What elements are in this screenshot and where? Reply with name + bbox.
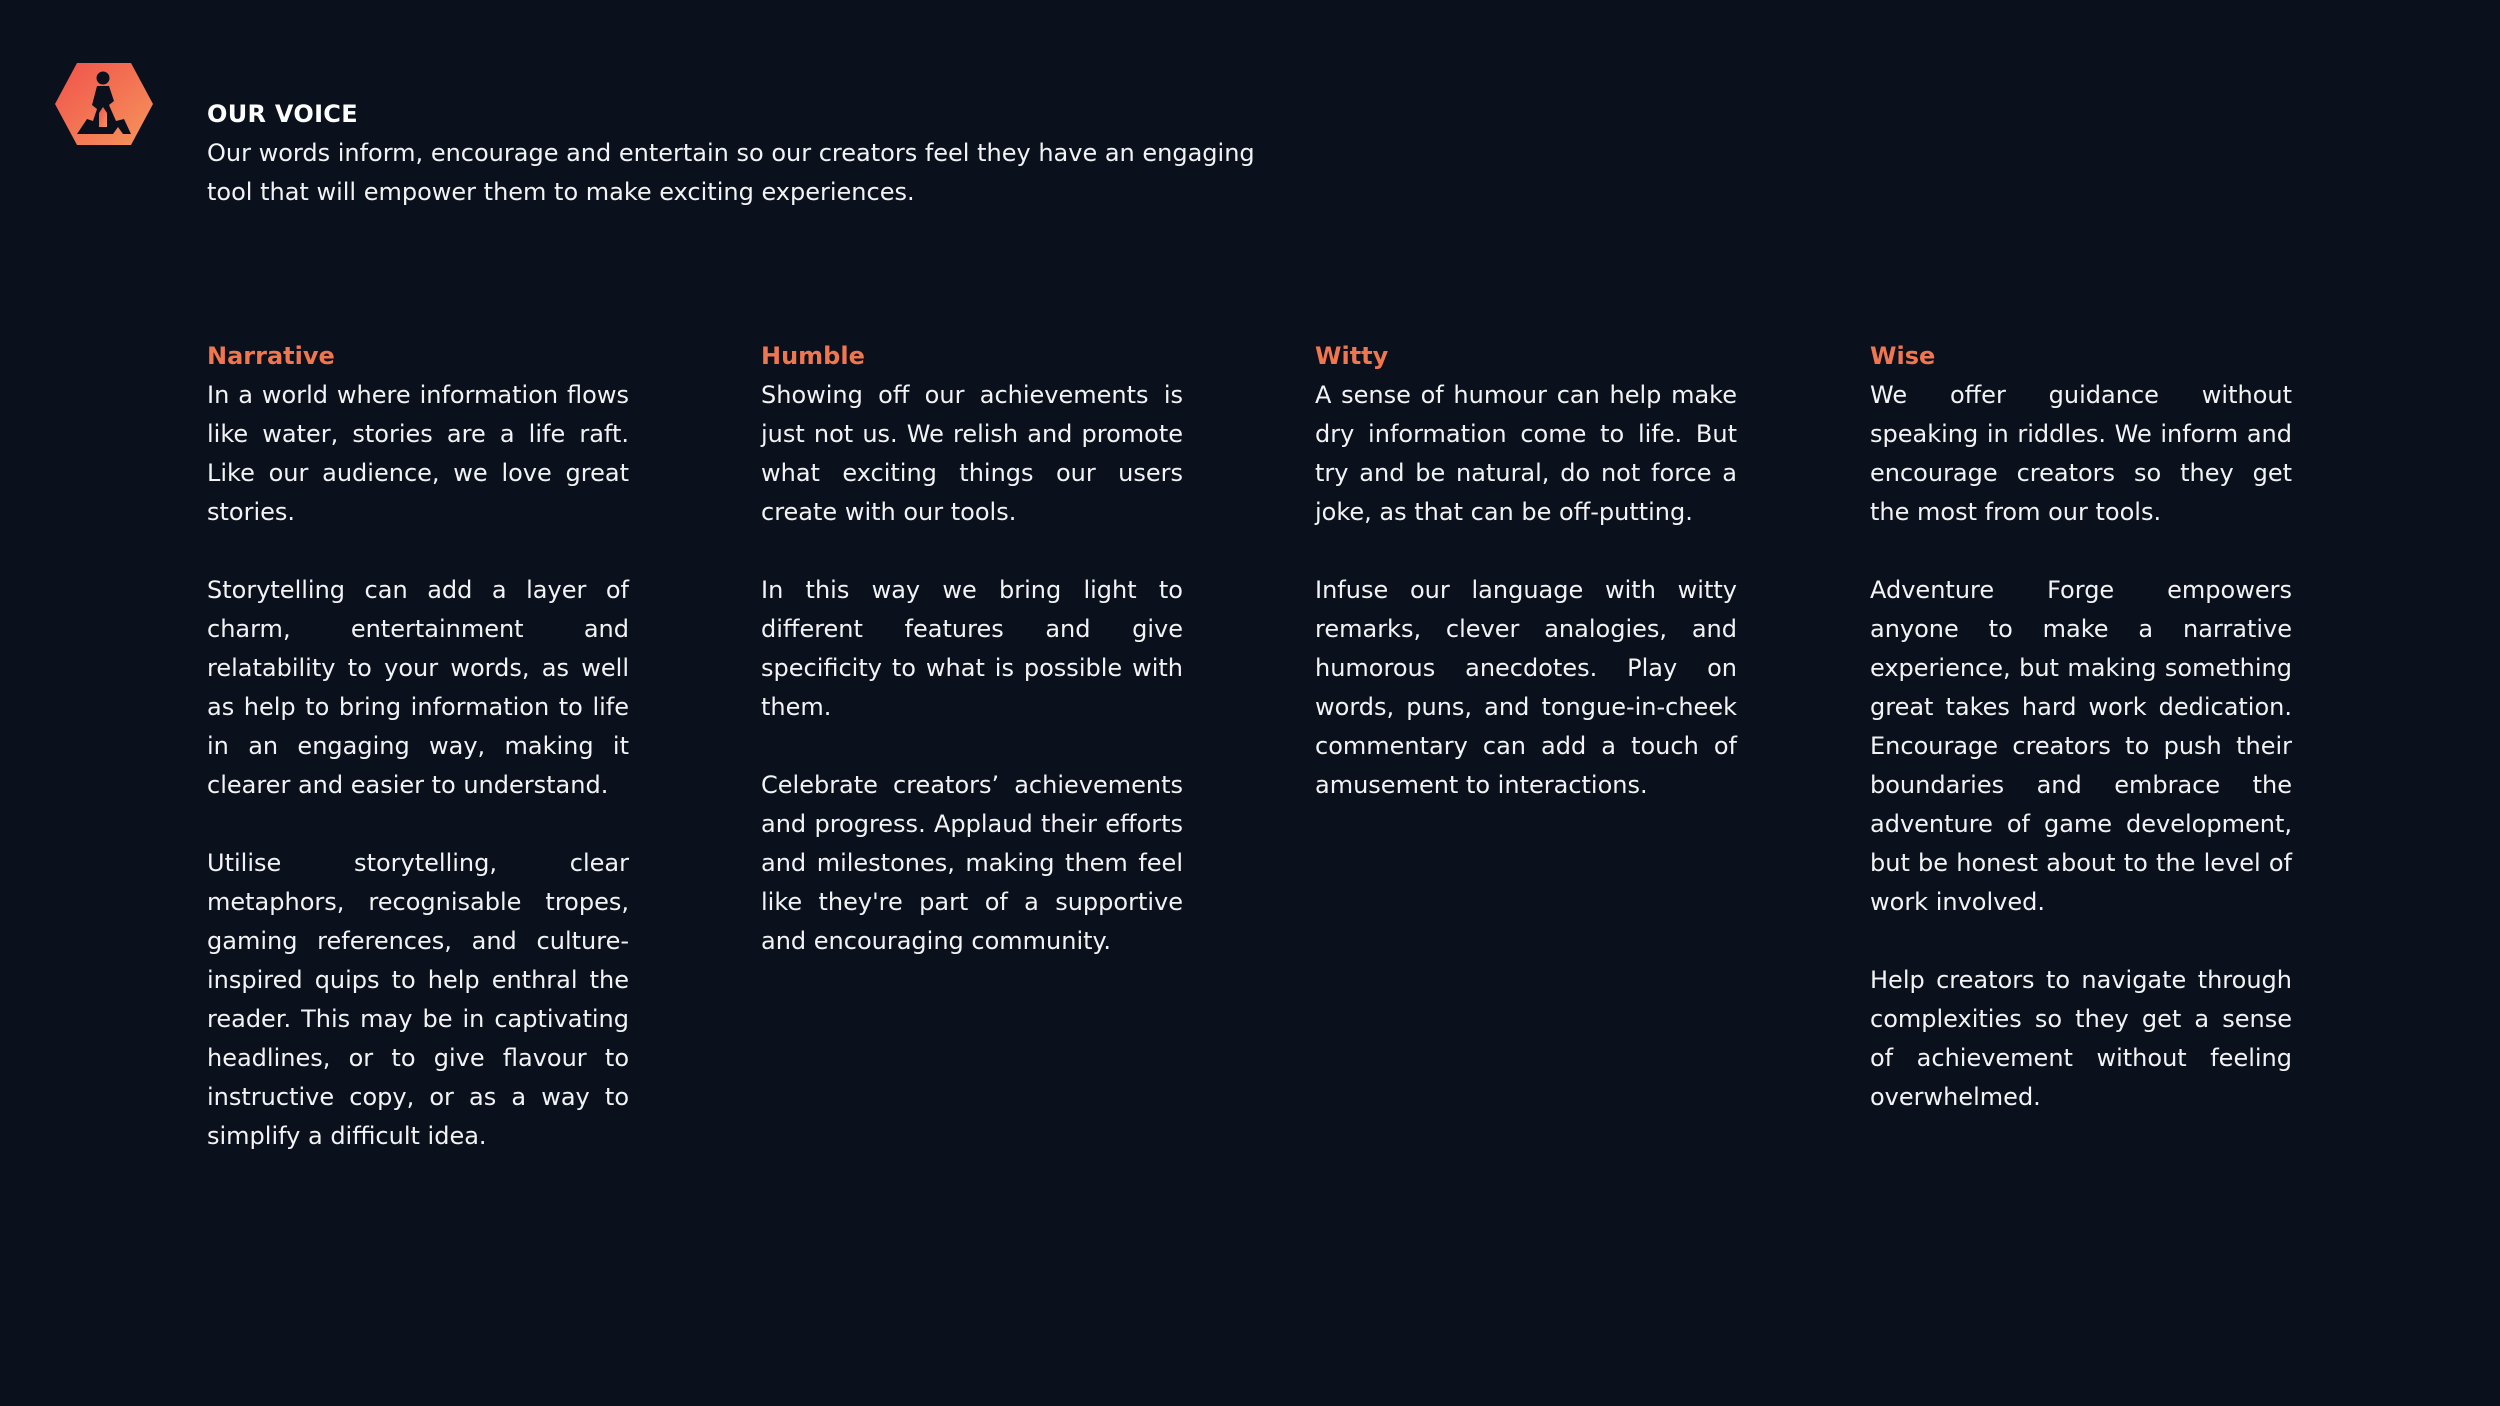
column-paragraph: Infuse our language with witty remarks, clever analogies, and humorous anecdotes. Play on words, puns, and tongue-in-cheek commentary can add a touch of amusement to interactions. (1315, 576, 1737, 799)
section-title: OUR VOICE (207, 100, 358, 128)
voice-column-witty (1315, 338, 1737, 805)
column-heading: Witty (1315, 342, 1389, 370)
column-heading: Wise (1870, 342, 1936, 370)
column-paragraph: Utilise storytelling, clear metaphors, recognisable tropes, gaming references, and culture-inspired quips to help enthral the reader. This may be in captivating headlines, or to give flavour to instructive copy, or as a way to simplify a difficult idea. (207, 849, 629, 1150)
column-paragraph: In a world where information flows like water, stories are a life raft. Like our audience, we love great stories. (207, 381, 629, 526)
column-paragraph: Storytelling can add a layer of charm, entertainment and relatability to your words, as well as help to bring information to life in an engaging way, making it clearer and easier to understand. (207, 576, 629, 799)
brand-logo (53, 61, 155, 147)
column-paragraph: A sense of humour can help make dry information come to life. But try and be natural, do not force a joke, as that can be off-putting. (1315, 381, 1737, 526)
column-heading: Narrative (207, 342, 335, 370)
column-paragraph: Help creators to navigate through complexities so they get a sense of achievement without feeling overwhelmed. (1870, 966, 2292, 1111)
column-heading: Humble (761, 342, 865, 370)
voice-column-humble (761, 338, 1183, 961)
column-paragraph: Celebrate creators’ achievements and progress. Applaud their efforts and milestones, making them feel like they're part of a supportive and encouraging community. (761, 771, 1183, 955)
column-paragraph: Adventure Forge empowers anyone to make a narrative experience, but making something great takes hard work dedication. Encourage creators to push their boundaries and embrace the adventure of game development, but be honest about to the level of work involved. (1870, 576, 2292, 916)
column-paragraph: Showing off our achievements is just not us. We relish and promote what exciting things our users create with our tools. (761, 381, 1183, 526)
header-section (207, 98, 1307, 212)
column-paragraph: In this way we bring light to different features and give specificity to what is possible with them. (761, 576, 1183, 721)
hexagon-mountain-figure-icon (53, 61, 155, 147)
voice-column-wise (1870, 338, 2292, 1117)
column-paragraph: We offer guidance without speaking in riddles. We inform and encourage creators so they get the most from our tools. (1870, 381, 2292, 526)
voice-column-narrative (207, 338, 629, 1156)
section-intro: Our words inform, encourage and entertain so our creators feel they have an engaging tool that will empower them to make exciting experiences. (207, 139, 1255, 206)
